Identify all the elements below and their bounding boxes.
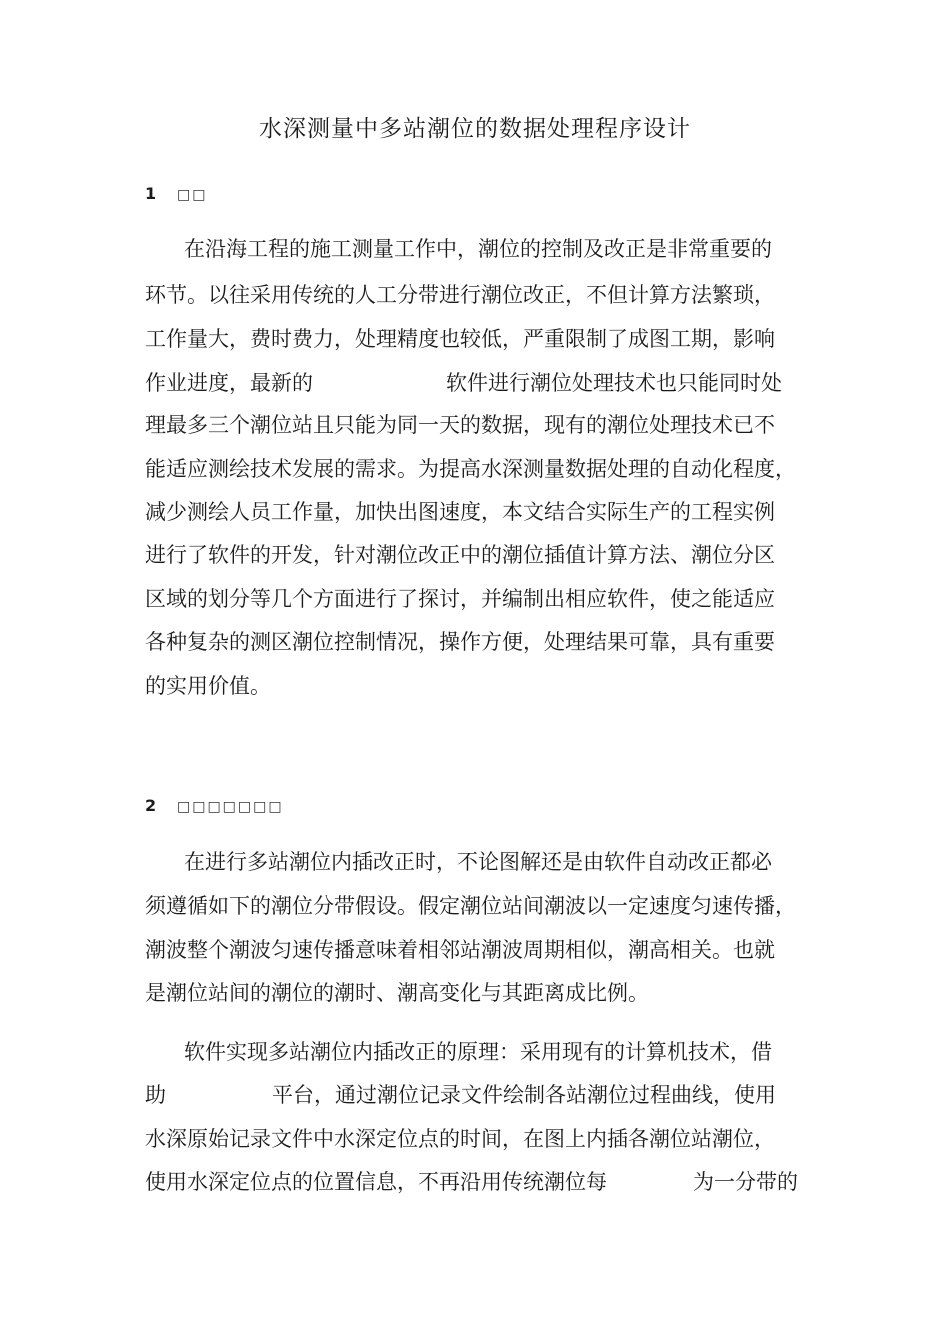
paragraph-line: 工作量大，费时费力，处理精度也较低，严重限制了成图工期，影响 [145,327,775,351]
paragraph-line: 是潮位站间的潮位的潮时、潮高变化与其距离成比例。 [145,981,649,1005]
paragraph-line: 潮波整个潮波匀速传播意味着相邻站潮波周期相似，潮高相关。也就 [145,938,775,962]
paragraph-line: 作业进度，最新的 [145,371,313,395]
paragraph-line: 须遵循如下的潮位分带假设。假定潮位站间潮波以一定速度匀速传播， [145,894,796,918]
paragraph-line: 使用水深定位点的位置信息，不再沿用传统潮位每 [145,1170,607,1194]
section-1-number: 1 [145,184,157,203]
paragraph-line: 区域的划分等几个方面进行了探讨，并编制出相应软件，使之能适应 [145,587,775,611]
paragraph-line: 进行了软件的开发，针对潮位改正中的潮位插值计算方法、潮位分区 [145,543,775,567]
paragraph-line: 各种复杂的测区潮位控制情况，操作方便，处理结果可靠，具有重要 [145,630,775,654]
paragraph-line: 助 [145,1083,166,1107]
paragraph-line: 在沿海工程的施工测量工作中，潮位的控制及改正是非常重要的 [184,237,772,261]
paragraph-line: 的实用价值。 [145,674,271,698]
paragraph-line: 为一分带的 [693,1170,798,1194]
paragraph-line: 平台，通过潮位记录文件绘制各站潮位过程曲线，使用 [272,1083,776,1107]
section-2-number: 2 [145,796,157,815]
paragraph-line: 水深原始记录文件中水深定位点的时间，在图上内插各潮位站潮位， [145,1127,775,1151]
paragraph-line: 能适应测绘技术发展的需求。为提高水深测量数据处理的自动化程度， [145,457,796,481]
section-1-heading [145,184,207,203]
paragraph-line: 软件进行潮位处理技术也只能同时处 [446,371,782,395]
section-1-heading-text: □□ [177,187,208,203]
paragraph-line: 软件实现多站潮位内插改正的原理：采用现有的计算机技术，借 [184,1040,772,1064]
section-2-heading-text: □□□□□□□ [177,799,284,815]
paragraph-line: 减少测绘人员工作量，加快出图速度，本文结合实际生产的工程实例 [145,500,775,524]
paragraph-line: 理最多三个潮位站且只能为同一天的数据，现有的潮位处理技术已不 [145,413,775,437]
section-2-heading [145,796,284,815]
paragraph-line: 在进行多站潮位内插改正时，不论图解还是由软件自动改正都必 [184,850,772,874]
document-title: 水深测量中多站潮位的数据处理程序设计 [259,116,691,142]
paragraph-line: 环节。以往采用传统的人工分带进行潮位改正，不但计算方法繁琐， [145,283,775,307]
